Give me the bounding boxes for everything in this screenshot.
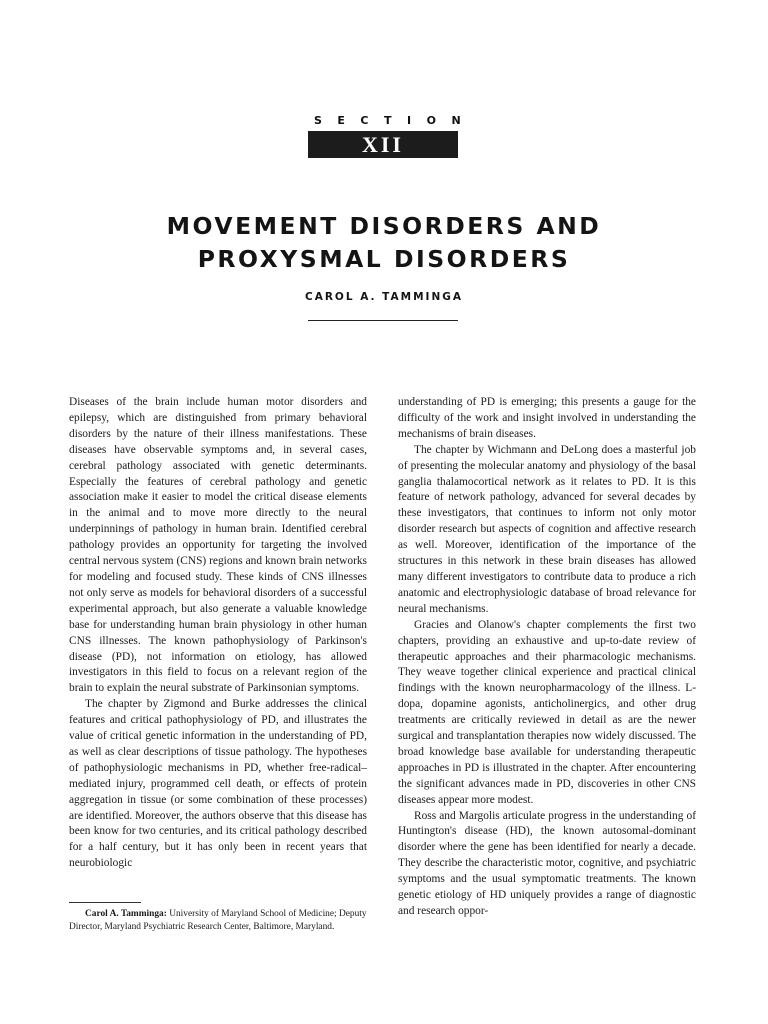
paragraph: Gracies and Olanow's chapter complements the first two chapters, providing an exhaustive and up-to-date review of therapeutic approaches and their pharmacologic mechanisms. They weave together clinical experience and practical clinical findings with the known neuropharmacology of the illness. L-dopa, dopamine agonists, anticholinergics, and other drug treatments are critically reviewed in detail as are the newer surgical and transplantation therapies now widely discussed. The broad knowledge base available for understanding therapeutic approaches in PD is illustrated in the chapter. After encountering the significant advances made in PD, discoveries in other CNS diseases appear more modest. xyxy=(398,618,696,806)
section-label: SECTION xyxy=(314,114,477,127)
author-name: CAROL A. TAMMINGA xyxy=(305,291,463,303)
title-line-1: MOVEMENT DISORDERS AND xyxy=(166,212,602,240)
footnote xyxy=(69,908,367,934)
paragraph: Ross and Margolis articulate progress in the understanding of Huntington's disease (HD), the known autosomal-dominant disorder where the gene has been identified for nearly a decade. They describe the characteristic motor, cognitive, and psychiatric symptoms and the usual symptomatic treatments. The known genetic etiology of HD uniquely provides a range of diagnostic and research oppor- xyxy=(398,809,696,917)
title-line-2: PROXYSMAL DISORDERS xyxy=(197,245,571,273)
footnote-affiliation: University of Maryland School of Medicine; Deputy Director, Maryland Psychiatric Research Center, Baltimore, Maryland. xyxy=(69,909,367,932)
paragraph: The chapter by Wichmann and DeLong does a masterful job of presenting the molecular anatomy and physiology of the basal ganglia thalamocortical network as it relates to PD. It is this feature of network pathology, advanced for several decades by these investigators, that continues to inform not only motor disorder research but aspects of cognition and affective research as well. Moreover, identification of the importance of the structures in this network in these brain diseases has allowed many different investigators to contribute data to produce a rich anatomic and electrophysiologic database of broad relevance for neural mechanisms. xyxy=(398,443,696,615)
footnote-author: Carol A. Tamminga: xyxy=(85,909,167,919)
left-column xyxy=(69,395,367,872)
paragraph: The chapter by Zigmond and Burke addresses the clinical features and critical pathophysiology of PD, and illustrates the value of critical genetic information in the understanding of PD, as well as clear descriptions of tissue pathology. The hypotheses of pathophysiologic mechanisms in PD, whether free-radical–mediated injury, programmed cell death, or effects of protein aggregation in tissue (or some combination of these processes) are identified. Moreover, the authors observe that this disease has been know for two centuries, and its critical pathology described for a half century, but it has only been in recent years that neurobiologic xyxy=(69,698,367,870)
section-number: XII xyxy=(308,131,458,158)
paragraph: understanding of PD is emerging; this presents a gauge for the difficulty of the work and insight involved in understanding the mechanisms of brain diseases. xyxy=(398,396,696,440)
right-column xyxy=(398,395,696,920)
title-divider xyxy=(308,320,458,321)
paragraph: Diseases of the brain include human motor disorders and epilepsy, which are distinguished from primary behavioral disorders by the nature of their illness manifestations. These diseases have observable symptoms and, in several cases, cerebral pathology associated with genetic determinants. Especially the features of cerebral pathology and genetic association make it easier to model the critical disease elements in the animal and to move more directly to the neural underpinnings of pathology in human brain. Identified cerebral pathology provides an opportunity for targeting the involved central nervous system (CNS) regions and known brain networks for modeling and focused study. These kinds of CNS illnesses not only serve as models for behavioral disorders of a successful experimental approach, but also generate a valuable knowledge base for understanding human brain physiology in other human CNS illnesses. The known pathophysiology of Parkinson's disease (PD), not information on etiology, has allowed investigators in this field to focus on a relevant region of the brain to explain the neural substrate of Parkinsonian symptoms. xyxy=(69,396,367,695)
page-title xyxy=(100,210,668,276)
footnote-divider xyxy=(69,902,141,903)
